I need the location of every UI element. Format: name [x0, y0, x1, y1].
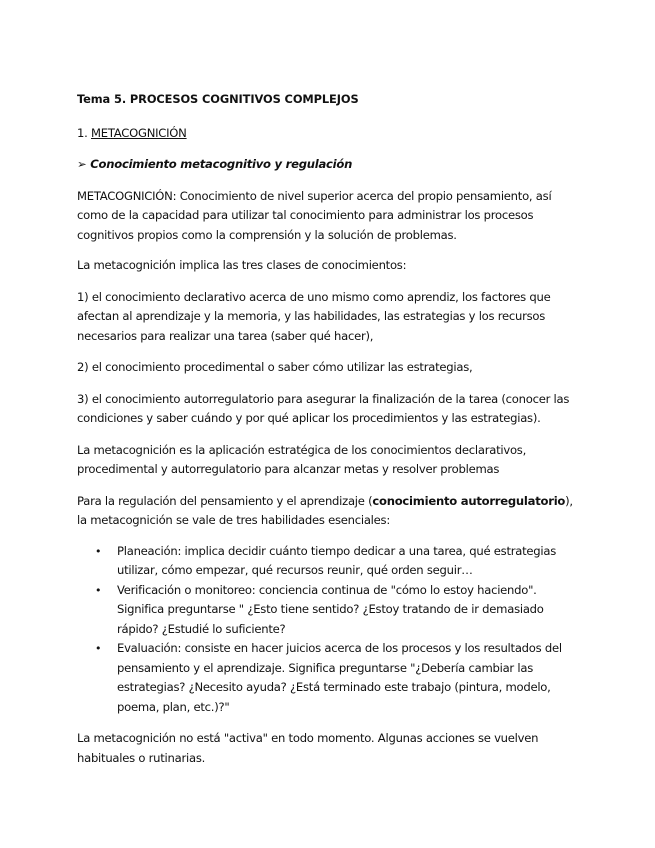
skill-evaluation: Evaluación: consiste en hacer juicios acerca de los procesos y los resultados del pensamiento y el aprendizaje. Significa preguntarse "¿Debería cambiar las estrategias? ¿Necesito ayuda? ¿Está terminado este trabajo (pintura, modelo, poema, plan, etc.)?"	[117, 641, 562, 714]
knowledge-procedural: 2) el conocimiento procedimental o saber cómo utilizar las estrategias,	[77, 360, 473, 374]
closing-paragraph: La metacognición no está "activa" en todo momento. Algunas acciones se vuelven habituales o rutinarias.	[77, 731, 539, 765]
skill-monitoring: Verificación o monitoreo: conciencia continua de "cómo lo estoy haciendo". Significa preguntarse " ¿Esto tiene sentido? ¿Estoy tratando de ir demasiado rápido? ¿Estudié lo suficiente?	[117, 582, 544, 636]
arrow-bullet-icon: ➢	[77, 157, 87, 171]
knowledge-self-regulatory: 3) el conocimiento autorregulatorio para asegurar la finalización de la tarea (conocer las condiciones y saber cuándo y por qué aplicar los procedimientos y las estrategias).	[77, 391, 570, 425]
bullet-icon: •	[95, 583, 102, 597]
application-paragraph: La metacognición es la aplicación estratégica de los conocimientos declarativos, procedimental y autorregulatorio para alcanzar metas y resolver problemas	[77, 442, 527, 476]
definition-paragraph: METACOGNICIÓN: Conocimiento de nivel superior acerca del propio pensamiento, así como de la capacidad para utilizar tal conocimiento para administrar los procesos cognitivos propios como la comprensión y la solución de problemas.	[77, 188, 552, 242]
bullet-icon: •	[95, 544, 102, 558]
regulation-text-before: Para la regulación del pensamiento y el aprendizaje (	[77, 493, 373, 508]
bullet-icon: •	[95, 642, 102, 655]
regulation-text-after: ), la metacognición se vale de tres habilidades esenciales:	[77, 493, 573, 527]
skills-list	[77, 542, 582, 718]
list-item	[77, 639, 582, 717]
subheading-text: Conocimiento metacognitivo y regulación	[90, 157, 353, 171]
document-title: Tema 5. PROCESOS COGNITIVOS COMPLEJOS	[77, 92, 359, 106]
subheading	[77, 155, 582, 175]
section-name: METACOGNICIÓN	[91, 125, 187, 140]
knowledge-declarative: 1) el conocimiento declarativo acerca de uno mismo como aprendiz, los factores que afectan al aprendizaje y la memoria, y las habilidades, las estrategias y los recursos necesarios para realizar una tarea (saber qué hacer),	[77, 289, 551, 343]
skill-planning: Planeación: implica decidir cuánto tiempo dedicar a una tarea, qué estrategias utilizar, cómo empezar, qué recursos reunir, qué orden seguir…	[117, 543, 557, 577]
regulation-bold-term: conocimiento autorregulatorio	[372, 493, 566, 508]
section-number: 1.	[77, 125, 91, 140]
document-page	[77, 90, 582, 768]
list-item	[77, 542, 582, 581]
regulation-paragraph	[77, 492, 582, 531]
intro-paragraph: La metacognición implica las tres clases de conocimientos:	[77, 258, 407, 272]
section-heading	[77, 124, 582, 144]
list-item	[77, 581, 582, 640]
